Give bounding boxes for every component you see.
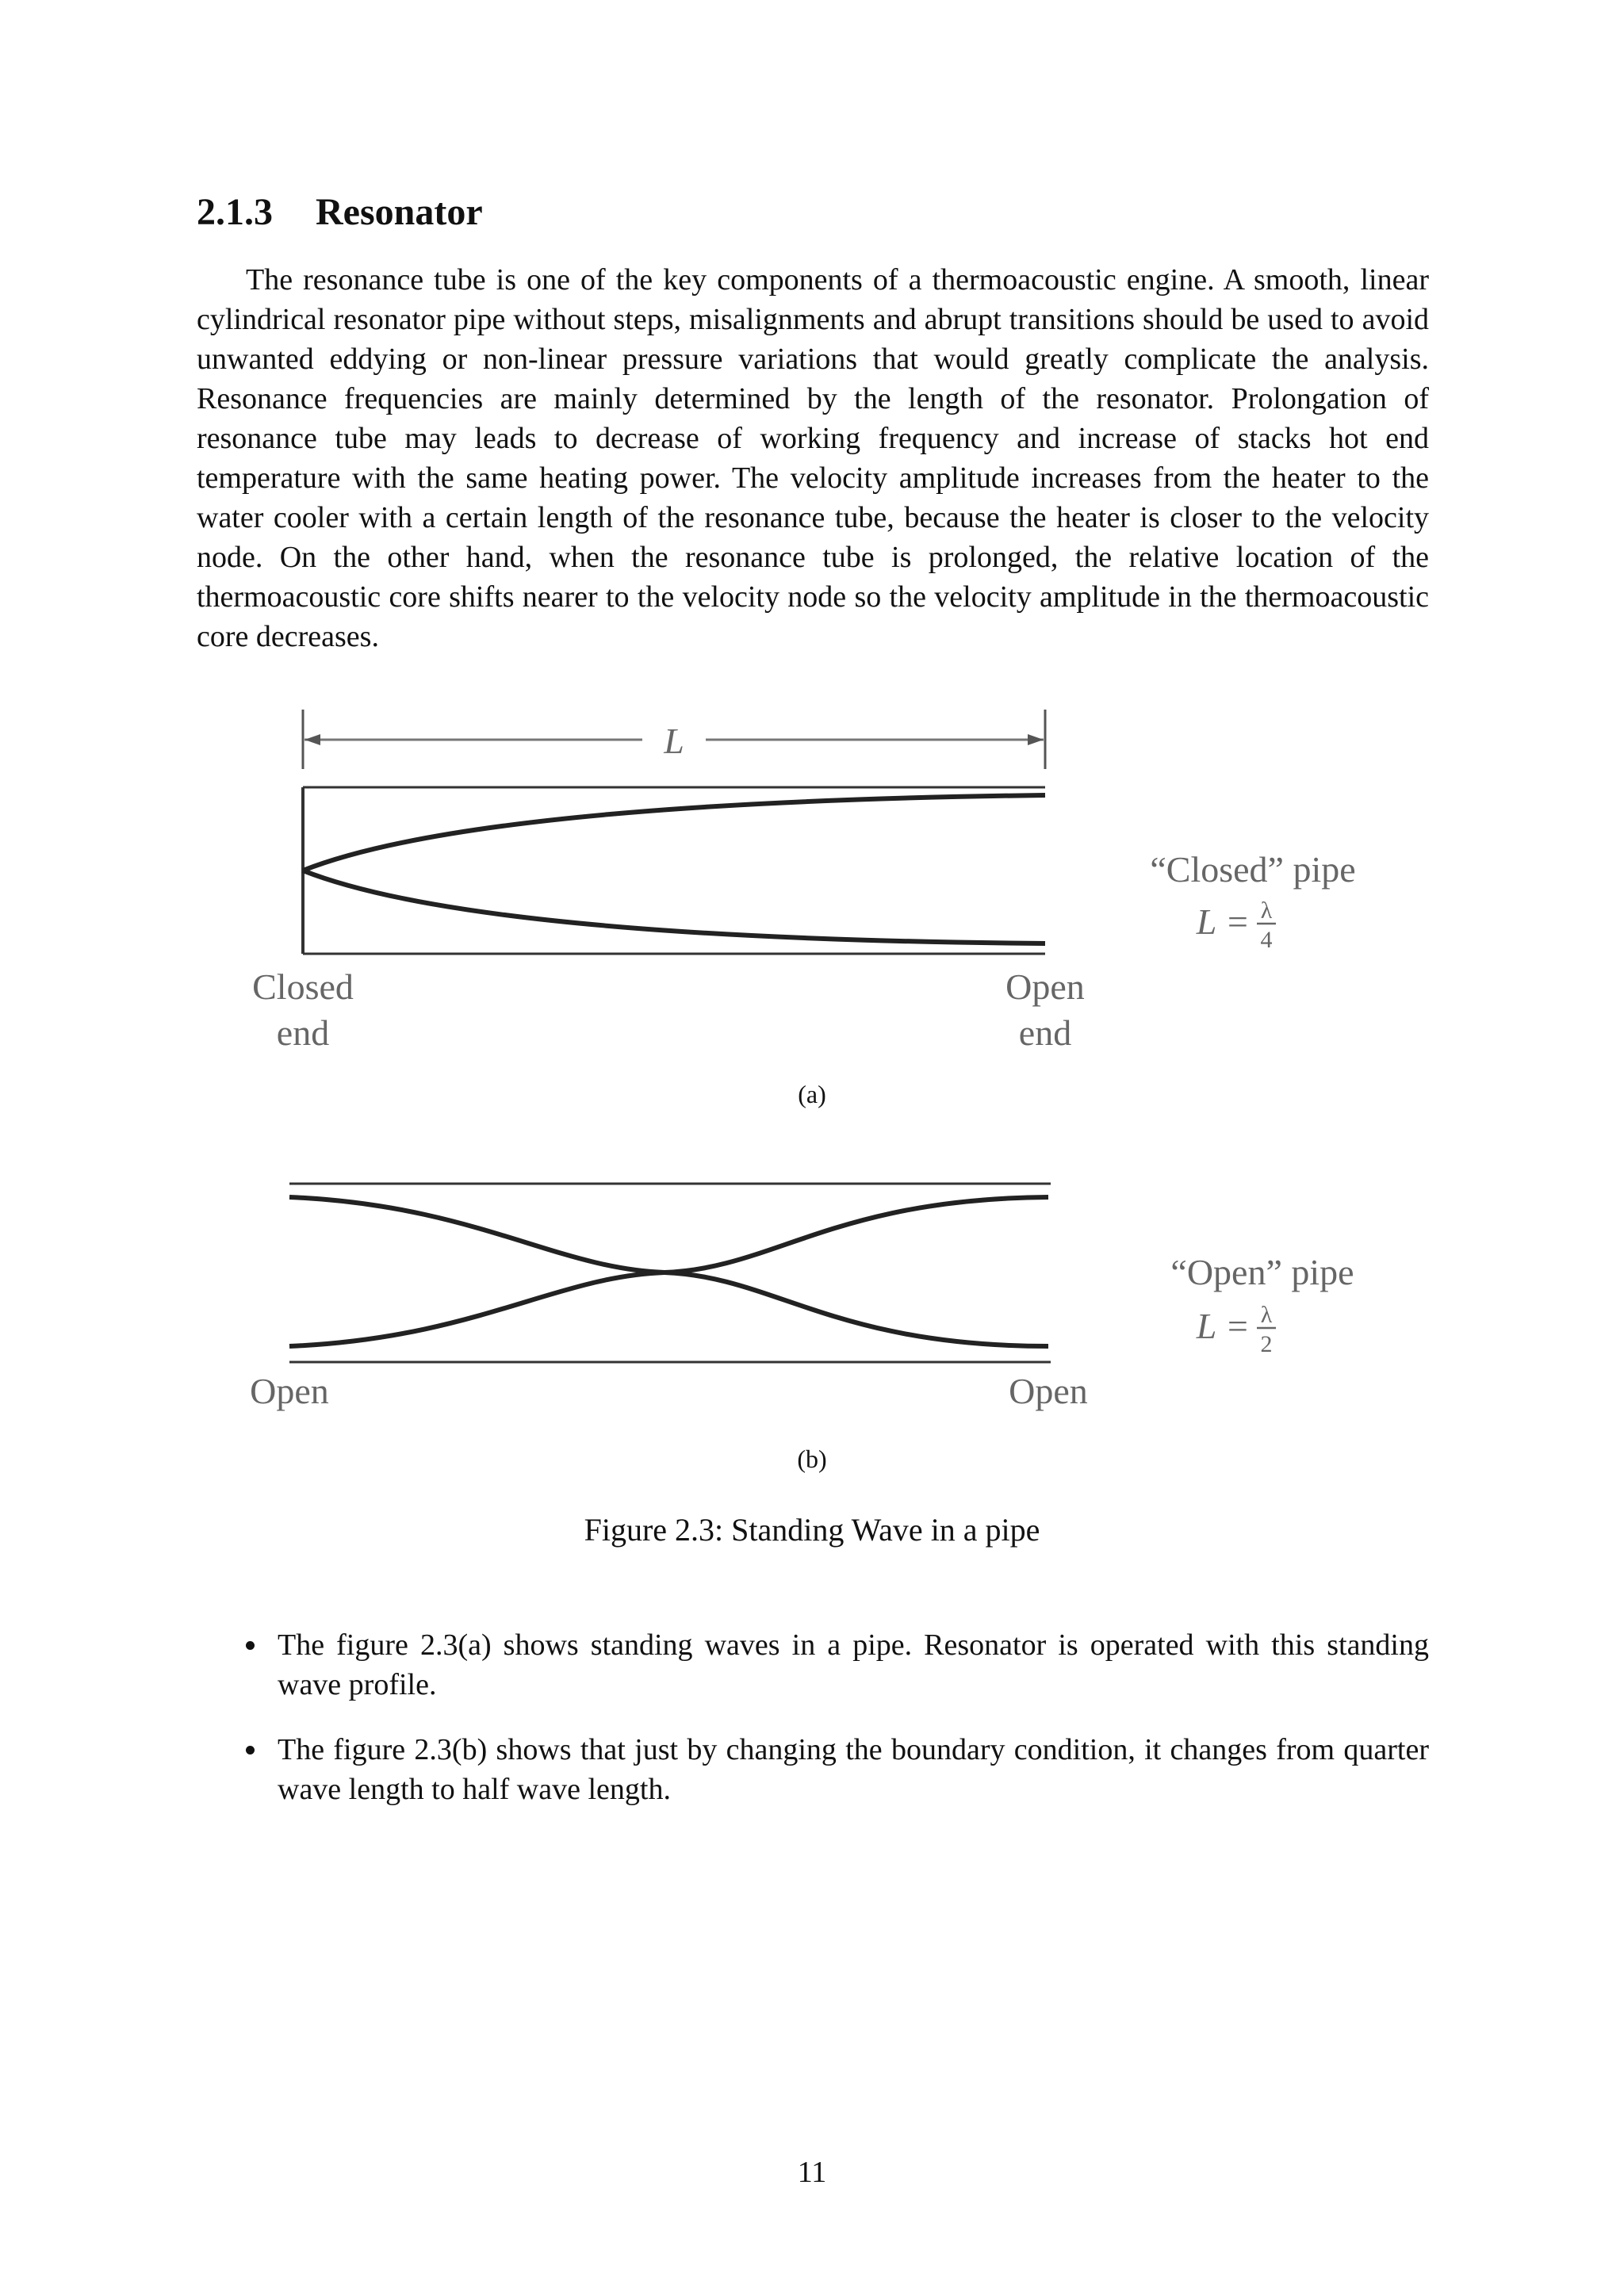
dimension-arrow-left	[304, 734, 320, 745]
bullet-item	[238, 1625, 1429, 1705]
page-number: 11	[797, 2156, 827, 2189]
closed-pipe-formula-numerator: λ	[1260, 897, 1273, 924]
panel-b-diagram	[250, 1184, 1354, 1411]
closed-end-label-line2: end	[276, 1012, 330, 1053]
dimension-arrow-right	[1028, 734, 1044, 745]
open-end-label-line2: end	[1018, 1012, 1072, 1053]
wave-b-ascending	[289, 1197, 1048, 1346]
panel-a-diagram	[252, 710, 1356, 1053]
bullet-dot-icon	[246, 1746, 255, 1755]
section-number: 2.1.3	[197, 191, 273, 233]
bullet-text: The figure 2.3(b) shows that just by changing the boundary condition, it changes from quarter wave length to half wave length.	[278, 1733, 1429, 1806]
open-right-label: Open	[1009, 1371, 1088, 1411]
body-paragraph: The resonance tube is one of the key components of a thermoacoustic engine. A smooth, linear cylindrical resonator pipe without steps, misalignments and abrupt transitions should be used to avoid unwanted eddying or non-linear pressure variations that would greatly complicate the analysis. Resonance frequencies are mainly determined by the length of the resonator. Prolongation of resonance tube may leads to decrease of working frequency and increase of stacks hot end temperature with the same heating power. The velocity amplitude increases from the heater to the water cooler with a certain length of the resonance tube, because the heater is closer to the velocity node. On the other hand, when the resonance tube is prolonged, the relative location of the thermoacoustic core shifts nearer to the velocity node so the velocity amplitude in the thermoacoustic core decreases.	[197, 263, 1429, 653]
bullet-dot-icon	[246, 1641, 255, 1650]
open-pipe-name: “Open” pipe	[1170, 1252, 1354, 1292]
section-title: Resonator	[316, 191, 483, 233]
subfigure-a-label: (a)	[798, 1080, 826, 1108]
closed-pipe-formula-denominator: 4	[1260, 927, 1273, 953]
length-label: L	[664, 721, 684, 761]
wave-a-lower	[303, 871, 1045, 943]
open-pipe-formula-denominator: 2	[1260, 1331, 1273, 1357]
open-left-label: Open	[250, 1371, 329, 1411]
open-end-label-line1: Open	[1005, 966, 1085, 1007]
bullet-item	[238, 1730, 1429, 1809]
figure-caption: Figure 2.3: Standing Wave in a pipe	[584, 1512, 1040, 1548]
wave-a-upper	[303, 795, 1045, 871]
bullet-list	[238, 1625, 1429, 1835]
closed-pipe-formula-lhs: L =	[1196, 901, 1250, 942]
closed-end-label-line1: Closed	[252, 966, 354, 1007]
bullet-text: The figure 2.3(a) shows standing waves in a pipe. Resonator is operated with this standing wave profile.	[278, 1628, 1429, 1701]
open-pipe-formula-lhs: L =	[1196, 1306, 1250, 1346]
subfigure-b-label: (b)	[797, 1445, 827, 1473]
open-pipe-formula-numerator: λ	[1260, 1302, 1273, 1328]
closed-pipe-name: “Closed” pipe	[1150, 849, 1356, 890]
